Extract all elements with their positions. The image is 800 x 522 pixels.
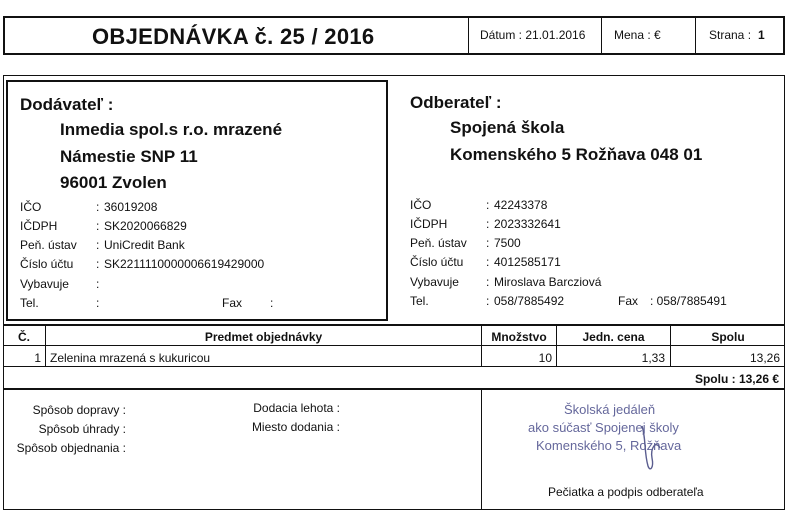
customer-bank-label: Peň. ústav [410,236,467,250]
date-label: Dátum : 21.01.2016 [480,28,586,42]
supplier-account-label: Číslo účtu [20,257,74,271]
supplier-street: Námestie SNP 11 [60,147,198,166]
order-method-label: Spôsob objednania : [16,441,126,455]
page-number: 1 [758,28,765,42]
customer-contact-value: Miroslava Barcziová [494,275,602,289]
field-separator: : [96,219,100,233]
field-separator: : [270,296,274,310]
customer-contact-label: Vybavuje [410,275,459,289]
field-separator: : [486,236,490,250]
customer-ico-value: 42243378 [494,198,548,212]
supplier-contact-label: Vybavuje [20,277,69,291]
customer-icdph-value: 2023332641 [494,217,561,231]
table-row-no: 1 [34,351,41,365]
column-header-qty: Množstvo [491,330,547,344]
table-row-divider [3,366,785,367]
customer-account-value: 4012585171 [494,255,561,269]
supplier-account-value: SK2211110000006619429000 [104,257,265,271]
signature-mark [636,418,666,478]
currency-label: Mena : € [614,28,661,42]
column-header-total: Spolu [711,330,745,344]
customer-tel-value: 058/7885492 [494,294,565,308]
customer-address: Komenského 5 Rožňava 048 01 [450,145,703,164]
school-stamp [522,402,742,453]
supplier-icdph-label: IČDPH [20,219,58,233]
delivery-place-label: Miesto dodania : [251,420,340,434]
customer-fax-label: Fax [618,294,639,308]
customer-account-label: Číslo účtu [410,255,464,269]
table-row-item: Zelenina mrazená s kukuricou [50,351,211,365]
supplier-ico-value: 36019208 [104,200,158,214]
order-total: Spolu : 13,26 € [694,372,779,386]
customer-fax-value: : 058/7885491 [650,294,727,308]
header-divider [601,17,602,54]
table-row-price: 1,33 [641,351,665,365]
customer-ico-label: IČO [410,198,432,212]
stamp-label: Pečiatka a podpis odberateľa [548,485,704,499]
supplier-bank-value: UniCredit Bank [104,238,185,252]
customer-name: Spojená škola [450,118,565,137]
supplier-bank-label: Peň. ústav [20,238,77,252]
delivery-time-label: Dodacia lehota : [253,401,340,415]
supplier-icdph-value: SK2020066829 [104,219,187,233]
customer-heading: Odberateľ : [410,93,502,112]
field-separator: : [486,255,490,269]
payment-method-label: Spôsob úhrady : [38,422,126,436]
stamp-line: Školská jedáleň [564,402,656,417]
customer-bank-value: 7500 [494,236,521,250]
field-separator: : [96,257,100,271]
field-separator: : [96,277,100,291]
supplier-ico-label: IČO [20,200,42,214]
field-separator: : [486,217,490,231]
stamp-line: Komenského 5, Rožňava [536,438,682,453]
column-header-item: Predmet objednávky [204,330,323,344]
header-divider [695,17,696,54]
column-header-no: Č. [18,330,30,344]
supplier-name: Inmedia spol.s r.o. mrazené [60,120,283,139]
field-separator: : [96,200,100,214]
customer-tel-label: Tel. [410,294,429,308]
field-separator: : [486,198,490,212]
field-separator: : [96,296,100,310]
field-separator: : [96,238,100,252]
supplier-city: 96001 Zvolen [60,173,167,192]
table-row-total: 13,26 [749,351,780,365]
stamp-line: ako súčasť Spojenej školy [528,420,679,435]
supplier-fax-label: Fax [222,296,243,310]
column-header-price: Jedn. cena [582,330,645,344]
field-separator: : [486,294,490,308]
table-row-qty: 10 [538,351,552,365]
page-label: Strana : [709,28,752,42]
page-title: OBJEDNÁVKA č. 25 / 2016 [92,24,375,49]
customer-icdph-label: IČDPH [410,217,448,231]
field-separator: : [486,275,490,289]
supplier-tel-label: Tel. [20,296,39,310]
delivery-method-label: Spôsob dopravy : [32,403,126,417]
supplier-heading: Dodávateľ : [20,95,114,114]
header-divider [468,17,469,54]
table-header-divider [3,345,785,346]
footer-divider [481,389,482,510]
